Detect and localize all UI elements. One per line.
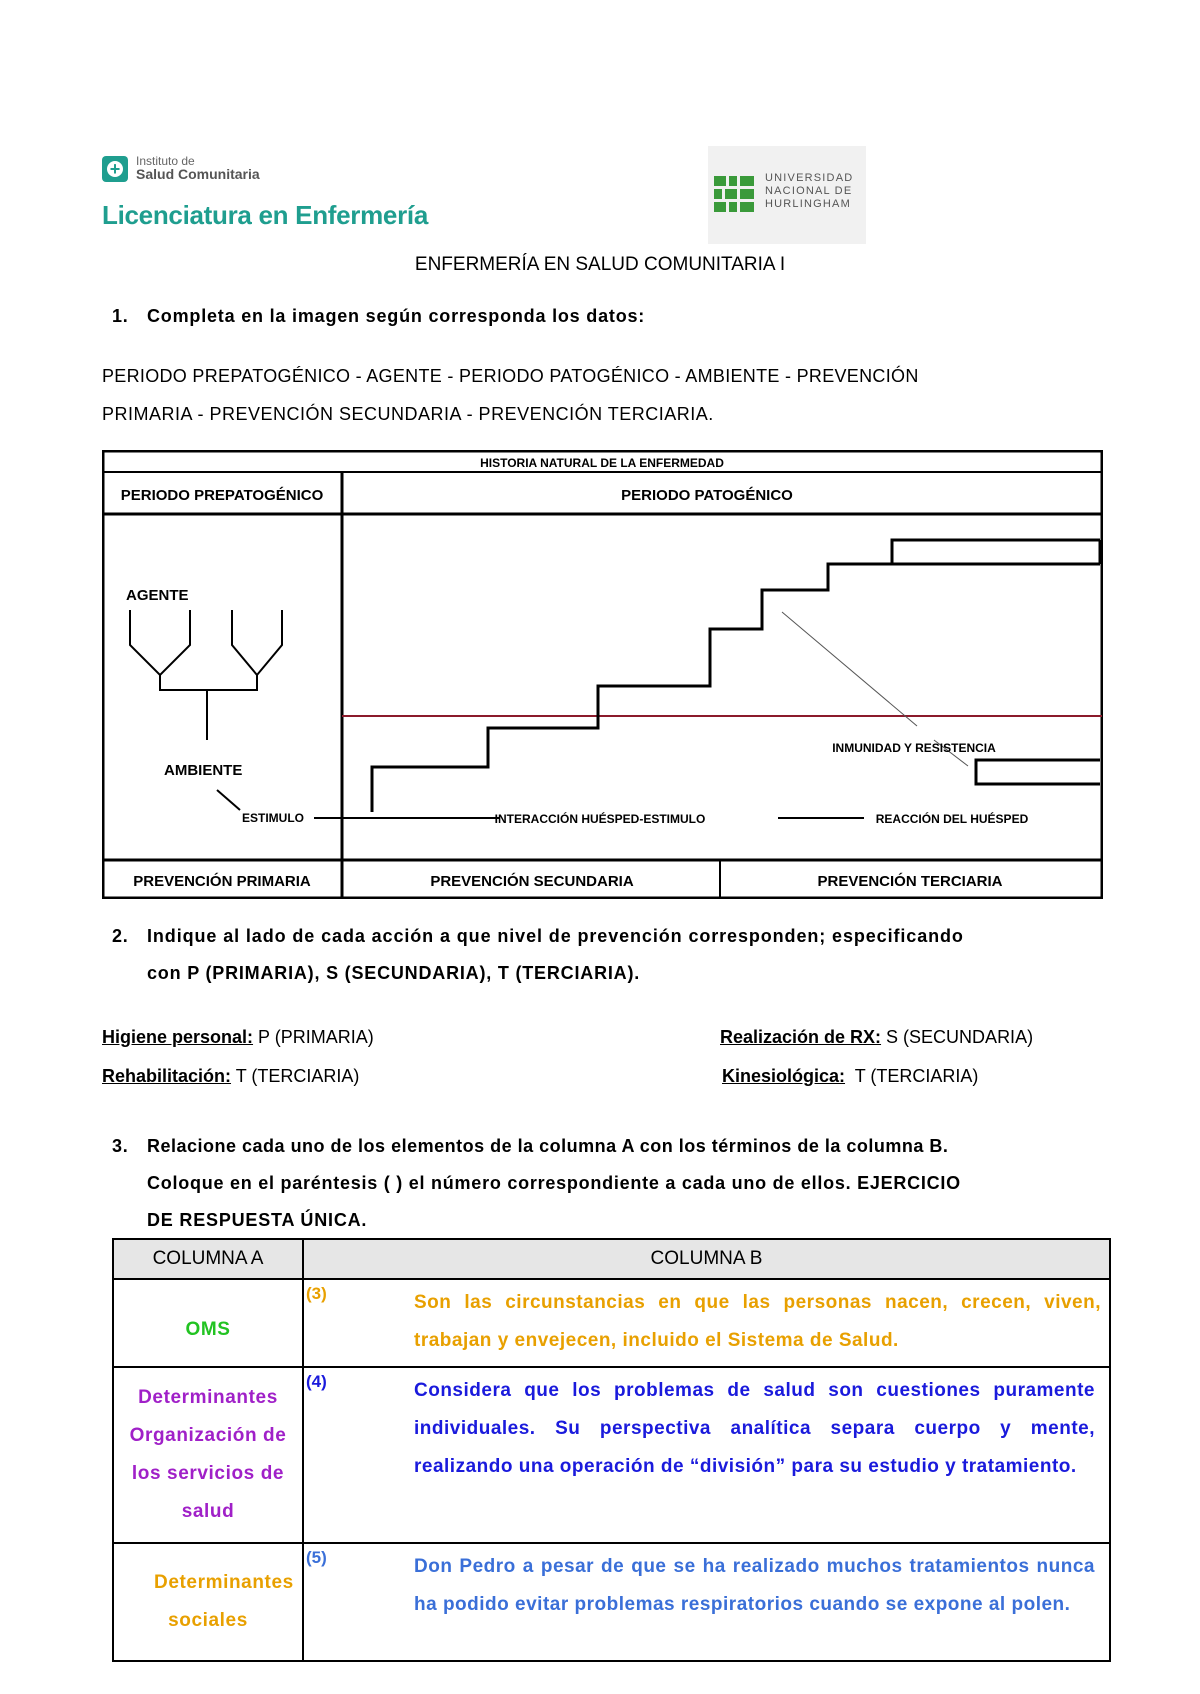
university-name: UNIVERSIDAD NACIONAL DE HURLINGHAM bbox=[765, 172, 854, 210]
terms-line-2: PRIMARIA - PREVENCIÓN SECUNDARIA - PREVENCIÓN TERCIARIA. bbox=[102, 404, 714, 424]
terms-line-1: PERIODO PREPATOGÉNICO - AGENTE - PERIODO PATOGÉNICO - AMBIENTE - PREVENCIÓN bbox=[102, 366, 919, 386]
column-b-header: COLUMNA B bbox=[303, 1239, 1110, 1279]
course-title: ENFERMERÍA EN SALUD COMUNITARIA I bbox=[414, 254, 786, 275]
university-grid-icon bbox=[714, 176, 758, 214]
answer-number[interactable]: (3) bbox=[306, 1284, 327, 1303]
plus-cross-icon bbox=[102, 156, 128, 182]
answer-number[interactable]: (5) bbox=[306, 1548, 327, 1567]
answer-number[interactable]: (4) bbox=[306, 1372, 327, 1391]
immunity-label: INMUNIDAD Y RESISTENCIA bbox=[832, 741, 996, 755]
interaction-label: INTERACCIÓN HUÉSPED-ESTIMULO bbox=[494, 812, 706, 826]
question-3: 3. Relacione cada uno de los elementos de la columna A con los términos de la columna B. Coloque en el paréntesis ( ) el número correspondiente a cada uno de ellos. EJERCICIO DE RESPUESTA ÚNICA. bbox=[112, 1136, 961, 1230]
program-title: Licenciatura en Enfermería bbox=[102, 200, 428, 230]
column-a-oms: OMS bbox=[113, 1279, 303, 1367]
secondary-prevention-label: PREVENCIÓN SECUNDARIA bbox=[430, 873, 634, 890]
column-a-header: COLUMNA A bbox=[113, 1239, 303, 1279]
column-b-row-1: (3) Son las circunstancias en que las personas nacen, crecen, viven, trabajan y envejecen, incluido el Sistema de Salud. bbox=[303, 1279, 1110, 1367]
matching-table bbox=[112, 1238, 1111, 1662]
column-b-row-2: (4) Considera que los problemas de salud son cuestiones puramente individuales. Su perspectiva analítica separa cuerpo y mente, realizando una operación de “división” para su estudio y tratamiento. bbox=[303, 1367, 1110, 1543]
reaction-label: REACCIÓN DEL HUÉSPED bbox=[875, 812, 1029, 826]
unahur-logo bbox=[708, 146, 866, 244]
prepathogenic-label: PERIODO PREPATOGÉNICO bbox=[120, 487, 324, 504]
institute-name: Instituto de Salud Comunitaria bbox=[136, 154, 260, 182]
environment-label: AMBIENTE bbox=[164, 762, 243, 779]
agent-label: AGENTE bbox=[126, 587, 189, 604]
column-a-determinantes-organizacion: Determinantes Organización de los servicios de salud bbox=[113, 1367, 303, 1543]
tertiary-prevention-label: PREVENCIÓN TERCIARIA bbox=[817, 873, 1003, 890]
stimulus-label: ESTIMULO bbox=[242, 811, 304, 825]
action-realizacion-rx: Realización de RX: S (SECUNDARIA) bbox=[720, 1027, 1034, 1047]
natural-history-diagram bbox=[102, 450, 1103, 899]
action-higiene-personal: Higiene personal: P (PRIMARIA) bbox=[102, 1027, 374, 1047]
action-rehabilitacion: Rehabilitación: T (TERCIARIA) bbox=[102, 1066, 360, 1086]
pathogenic-label: PERIODO PATOGÉNICO bbox=[621, 487, 793, 504]
column-b-row-3: (5) Don Pedro a pesar de que se ha realizado muchos tratamientos nunca ha podido evitar problemas respiratorios cuando se expone al polen. bbox=[303, 1543, 1110, 1661]
instituto-salud-comunitaria-logo bbox=[102, 152, 428, 232]
action-kinesiologica: Kinesiológica: T (TERCIARIA) bbox=[722, 1066, 979, 1086]
primary-prevention-label: PREVENCIÓN PRIMARIA bbox=[133, 873, 311, 890]
question-2: 2. Indique al lado de cada acción a que nivel de prevención corresponden; especificando con P (PRIMARIA), S (SECUNDARIA), T (TERCIARIA). bbox=[112, 926, 964, 983]
column-a-determinantes-sociales: Determinantes sociales bbox=[113, 1543, 303, 1661]
diagram-title: HISTORIA NATURAL DE LA ENFERMEDAD bbox=[480, 456, 724, 470]
